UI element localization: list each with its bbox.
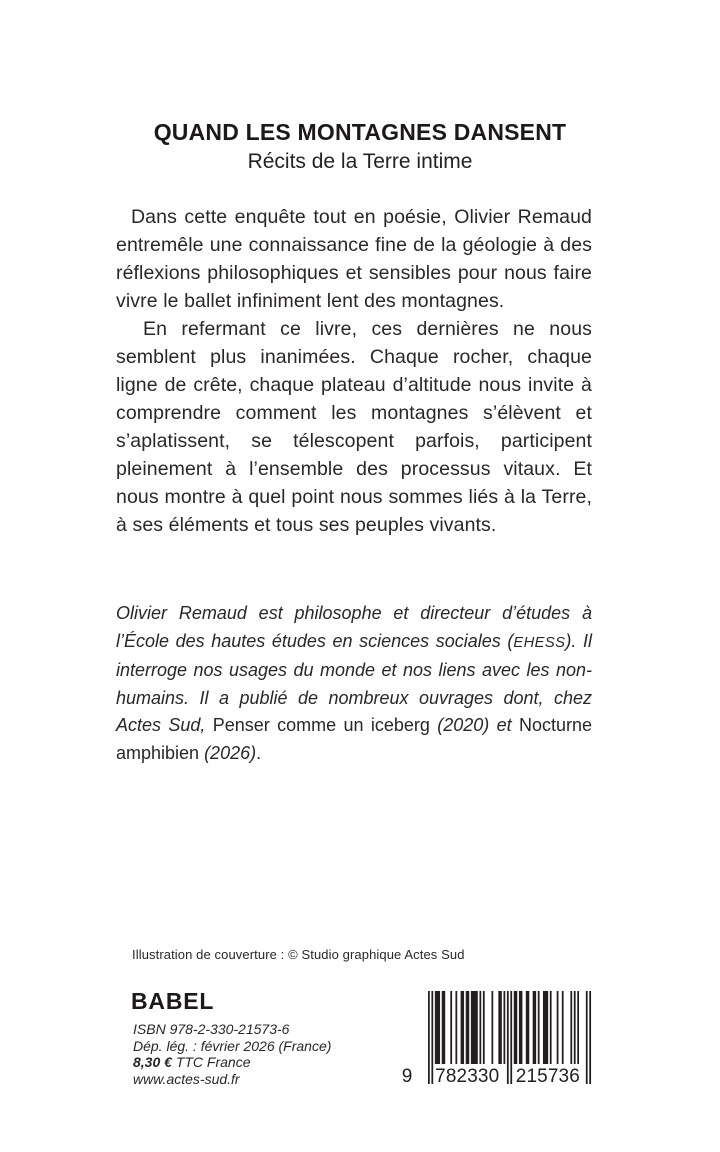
babel-collection-logo: BABEL: [131, 988, 215, 1014]
legal-deposit-line: Dép. lég. : février 2026 (France): [133, 1037, 332, 1054]
page-subtitle: Récits de la Terre intime: [247, 150, 473, 173]
text-segment: Olivier Remaud est philosophe et directeur d’études à l’École des hautes études en sciences sociales (: [116, 603, 592, 651]
barcode-bar: [562, 991, 564, 1064]
ean13-barcode-svg: [398, 991, 594, 1085]
barcode-bar: [510, 991, 512, 1084]
barcode-bar: [442, 991, 445, 1064]
synopsis-paragraph-2: En refermant ce livre, ces dernières ne nous semblent plus inanimées. Chaque rocher, chaque ligne de crête, chaque plateau d’altitude nous invite à comprendre comment les montagnes s’élèvent et s’aplatissent, se télescopent parfois, participent pleinement à l’ensemble des processus vitaux. Et nous montre à quel point nous sommes liés à la Terre, à ses éléments et tous ses peuples vivants.: [116, 318, 592, 536]
text-segment: EHESS: [513, 634, 566, 651]
masthead: [0, 119, 720, 174]
barcode-bar: [503, 991, 505, 1064]
barcode-bar: [455, 991, 457, 1064]
barcode-digits: 215736: [515, 1066, 580, 1085]
text-segment: 8,30 €: [133, 1054, 172, 1070]
barcode-bar: [577, 991, 579, 1064]
cover-illustration-credit: Illustration de couverture : © Studio graphique Actes Sud: [132, 947, 465, 962]
page-title: QUAND LES MONTAGNES DANSENT: [153, 119, 567, 145]
barcode-bar: [519, 991, 522, 1064]
barcode-bar: [574, 991, 576, 1064]
barcode-bar: [431, 991, 433, 1084]
barcode-bar: [543, 991, 548, 1064]
synopsis-paragraph-1: Dans cette enquête tout en poésie, Olivier Remaud entremêle une connaissance fine de la géologie à des réflexions philosophiques et sensibles pour nous faire vivre le ballet infiniment lent des montagnes.: [116, 206, 592, 312]
barcode-bar: [471, 991, 478, 1064]
barcode-bar: [550, 991, 552, 1064]
barcode-bar: [557, 991, 559, 1064]
text-segment: ). Il interroge nos usages du monde et nos liens avec les non-humains. Il a publié de nombreux ouvrages dont, chez Actes Sud,: [116, 630, 592, 735]
barcode-bar: [526, 991, 529, 1064]
barcode-bar: [538, 991, 540, 1064]
author-bio: [116, 600, 592, 767]
barcode-bar: [586, 991, 588, 1084]
barcode-bar: [589, 991, 591, 1084]
barcode-bar: [435, 991, 440, 1064]
barcode-bar: [498, 991, 501, 1064]
barcode-bar: [491, 991, 493, 1064]
text-segment: TTC France: [171, 1054, 251, 1070]
price-line: [133, 1054, 331, 1071]
barcode-digits: 782330: [435, 1066, 500, 1085]
barcode-bar: [507, 991, 509, 1084]
text-segment: .: [256, 742, 262, 763]
text-segment: (2020) et: [429, 715, 519, 735]
text-segment: (2026): [199, 742, 257, 763]
text-segment: Penser comme un iceberg: [212, 715, 430, 735]
synopsis: [116, 203, 592, 539]
barcode-bar: [428, 991, 430, 1084]
website-url: www.actes-sud.fr: [133, 1070, 240, 1087]
barcode-bar: [514, 991, 517, 1064]
barcode-bar: [483, 991, 485, 1064]
barcode-bar: [461, 991, 464, 1064]
barcode-bar: [570, 991, 572, 1064]
barcode-digits: 9: [401, 1066, 413, 1085]
ean13-barcode: [398, 991, 594, 1085]
barcode-bar: [450, 991, 452, 1064]
barcode-bar: [479, 991, 481, 1064]
barcode-bar: [533, 991, 536, 1064]
text-segment: Nocturne amphibien: [116, 715, 592, 763]
barcode-bar: [466, 991, 469, 1064]
imprint-block: [133, 1021, 331, 1087]
isbn-line: ISBN 978-2-330-21573-6: [133, 1021, 290, 1037]
